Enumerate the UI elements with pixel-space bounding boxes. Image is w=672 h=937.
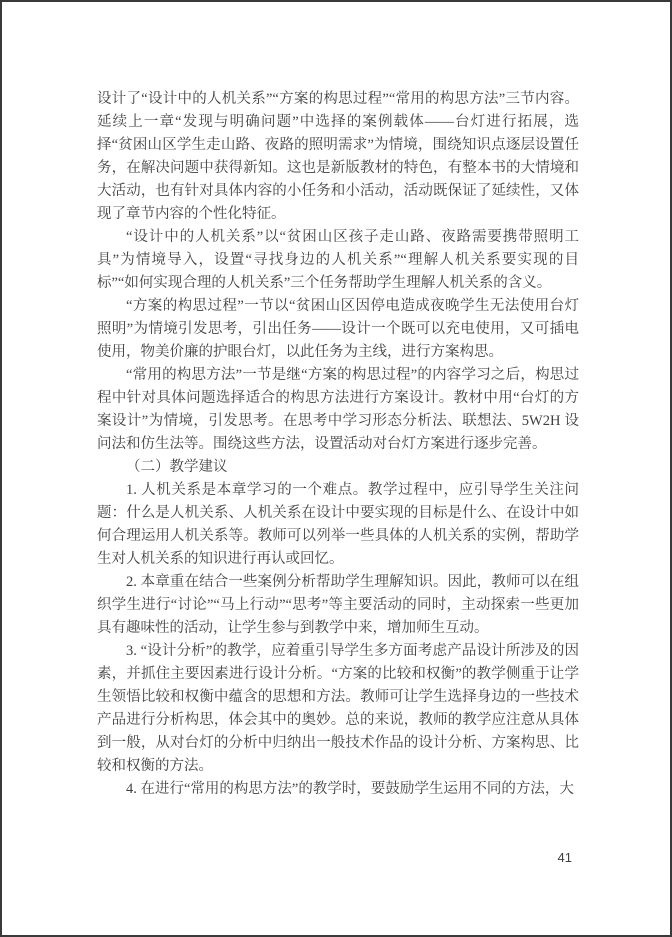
page-body-text: [97, 88, 579, 801]
paragraph-section-concept-methods: “常用的构思方法”一节是继“方案的构思过程”的内容学习之后，构思过程中针对具体问题选择适合的构思方法进行方案设计。教材中用“台灯的方案设计”为情境，引发思考。在思考中学习形态分析法、联想法、5W2H 设问法和仿生法等。围绕这些方法，设置活动对台灯方案进行逐步完善。: [97, 367, 579, 452]
section-heading-teaching-suggestions: （二）教学建议: [126, 459, 228, 475]
page-number: 41: [557, 850, 572, 865]
paragraph-section-human-machine-relations: “设计中的人机关系”以“贫困山区孩子走山路、夜路需要携带照明工具”为情境导入，设置“寻找身边的人机关系”“理解人机关系要实现的目标”“如何实现合理的人机关系”三个任务帮助学生理解人机关系的含义。: [97, 229, 579, 291]
suggestion-item-3: 3. “设计分析”的教学，应着重引导学生多方面考虑产品设计所涉及的因素，并抓住主要因素进行设计分析。“方案的比较和权衡”的教学侧重于让学生领悟比较和权衡中蕴含的思想和方法。教师可让学生选择身边的一些技术产品进行分析构思，体会其中的奥妙。总的来说，教师的教学应注意从具体到一般，从对台灯的分析中归纳出一般技术作品的设计分析、方案构思、比较和权衡的方法。: [97, 643, 579, 774]
paragraph-chapter-overview: 设计了“设计中的人机关系”“方案的构思过程”“常用的构思方法”三节内容。延续上一章“发现与明确问题”中选择的案例载体——台灯进行拓展，选择“贫困山区学生走山路、夜路的照明需求”为情境，围绕知识点逐层设置任务，在解决问题中获得新知。这也是新版教材的特色，有整本书的大情境和大活动，也有针对具体内容的小任务和小活动，活动既保证了延续性，又体现了章节内容的个性化特征。: [97, 91, 579, 222]
suggestion-item-2: 2. 本章重在结合一些案例分析帮助学生理解知识。因此，教师可以在组织学生进行“讨论”“马上行动”“思考”等主要活动的同时，主动探索一些更加具有趣味性的活动，让学生参与到教学中来，增加师生互动。: [97, 574, 579, 636]
paragraph-section-concept-process: “方案的构思过程”一节以“贫困山区因停电造成夜晚学生无法使用台灯照明”为情境引发思考，引出任务——设计一个既可以充电使用，又可插电使用，物美价廉的护眼台灯，以此任务为主线，进行方案构思。: [97, 298, 579, 360]
suggestion-item-1: 1. 人机关系是本章学习的一个难点。教学过程中，应引导学生关注问题：什么是人机关系、人机关系在设计中要实现的目标是什么、在设计中如何合理运用人机关系等。教师可以列举一些具体的人机关系的实例，帮助学生对人机关系的知识进行再认或回忆。: [97, 482, 579, 567]
suggestion-item-4: 4. 在进行“常用的构思方法”的教学时，要鼓励学生运用不同的方法，大: [126, 781, 574, 797]
